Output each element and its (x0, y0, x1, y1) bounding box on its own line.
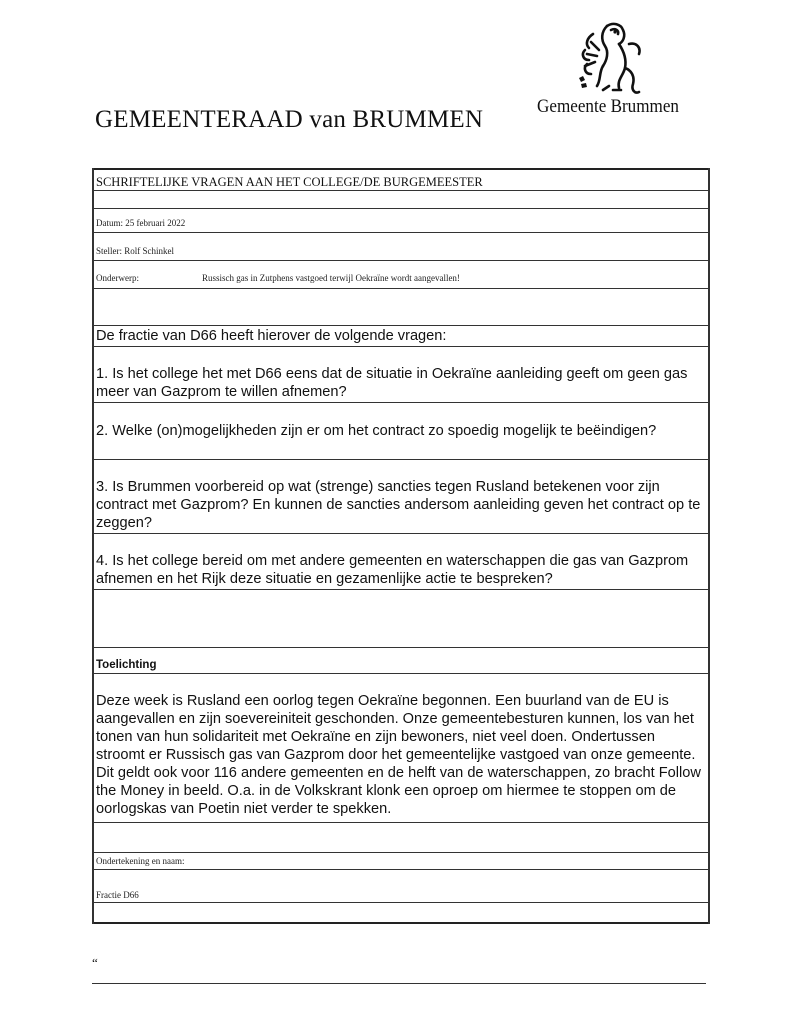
question-1: 1. Is het college het met D66 eens dat de situatie in Oekraïne aanleiding geeft om geen gas meer van Gazprom te willen afnemen? (96, 366, 688, 400)
form-divider (94, 902, 708, 903)
date-line: Datum: 25 februari 2022 (96, 218, 186, 228)
form-divider (94, 232, 708, 233)
question-form (92, 168, 710, 924)
form-divider (94, 260, 708, 261)
form-divider (94, 459, 708, 460)
footer-rule (92, 983, 706, 984)
form-heading: SCHRIFTELIJKE VRAGEN AAN HET COLLEGE/DE BURGEMEESTER (96, 175, 483, 189)
form-divider (94, 647, 708, 648)
form-divider (94, 869, 708, 870)
signature-label: Ondertekening en naam: (96, 856, 185, 866)
form-divider (94, 346, 708, 347)
form-divider (94, 208, 708, 209)
question-2: 2. Welke (on)mogelijkheden zijn er om het contract zo spoedig mogelijk te beëindigen? (96, 423, 657, 439)
form-divider (94, 190, 708, 191)
form-divider (94, 288, 708, 289)
form-divider (94, 822, 708, 823)
intro-text: De fractie van D66 heeft hierover de volgende vragen: (96, 328, 447, 344)
form-divider (94, 402, 708, 403)
explanation-label: Toelichting (96, 659, 157, 671)
logo-text: Gemeente Brummen (537, 96, 679, 117)
question-3: 3. Is Brummen voorbereid op wat (strenge) sancties tegen Rusland betekenen voor zijn contract met Gazprom? En kunnen de sancties andersom aanleiding geven het contract op te zeggen? (96, 479, 701, 531)
signature-value: Fractie D66 (96, 890, 139, 900)
form-divider (94, 168, 708, 170)
lion-crest-icon (573, 20, 653, 96)
municipality-logo (535, 20, 695, 120)
subject-value: Russisch gas in Zutphens vastgoed terwijl Oekraïne wordt aangevallen! (202, 273, 460, 283)
form-divider (94, 589, 708, 590)
question-4: 4. Is het college bereid om met andere gemeenten en waterschappen die gas van Gazprom afnemen en het Rijk deze situatie en gezamenlijke actie te bespreken? (96, 553, 689, 587)
subject-label: Onderwerp: (96, 273, 139, 283)
form-divider (94, 533, 708, 534)
form-divider (94, 325, 708, 326)
form-divider (94, 673, 708, 674)
quote-mark: “ (92, 955, 98, 970)
submitter-line: Steller: Rolf Schinkel (96, 246, 174, 256)
form-divider (94, 852, 708, 853)
explanation-text: Deze week is Rusland een oorlog tegen Oekraïne begonnen. Een buurland van de EU is aangevallen en zijn soevereiniteit geschonden. Onze gemeentebesturen kunnen, los van het tonen van hun solidariteit met Oekraïne en zijn bewoners, niet veel doen. Ondertussen stroomt er Russisch gas van Gazprom door het gemeentelijke vastgoed van onze gemeente. Dit geldt ook voor 116 andere gemeenten en de helft van de waterschappen, zo bracht Follow the Money in beeld. O.a. in de Volkskrant klonk een oproep om hiermee te stoppen om de oorlogskas van Poetin niet verder te spekken. (96, 693, 701, 817)
form-divider (94, 922, 708, 924)
page-title: GEMEENTERAAD van BRUMMEN (95, 106, 484, 133)
